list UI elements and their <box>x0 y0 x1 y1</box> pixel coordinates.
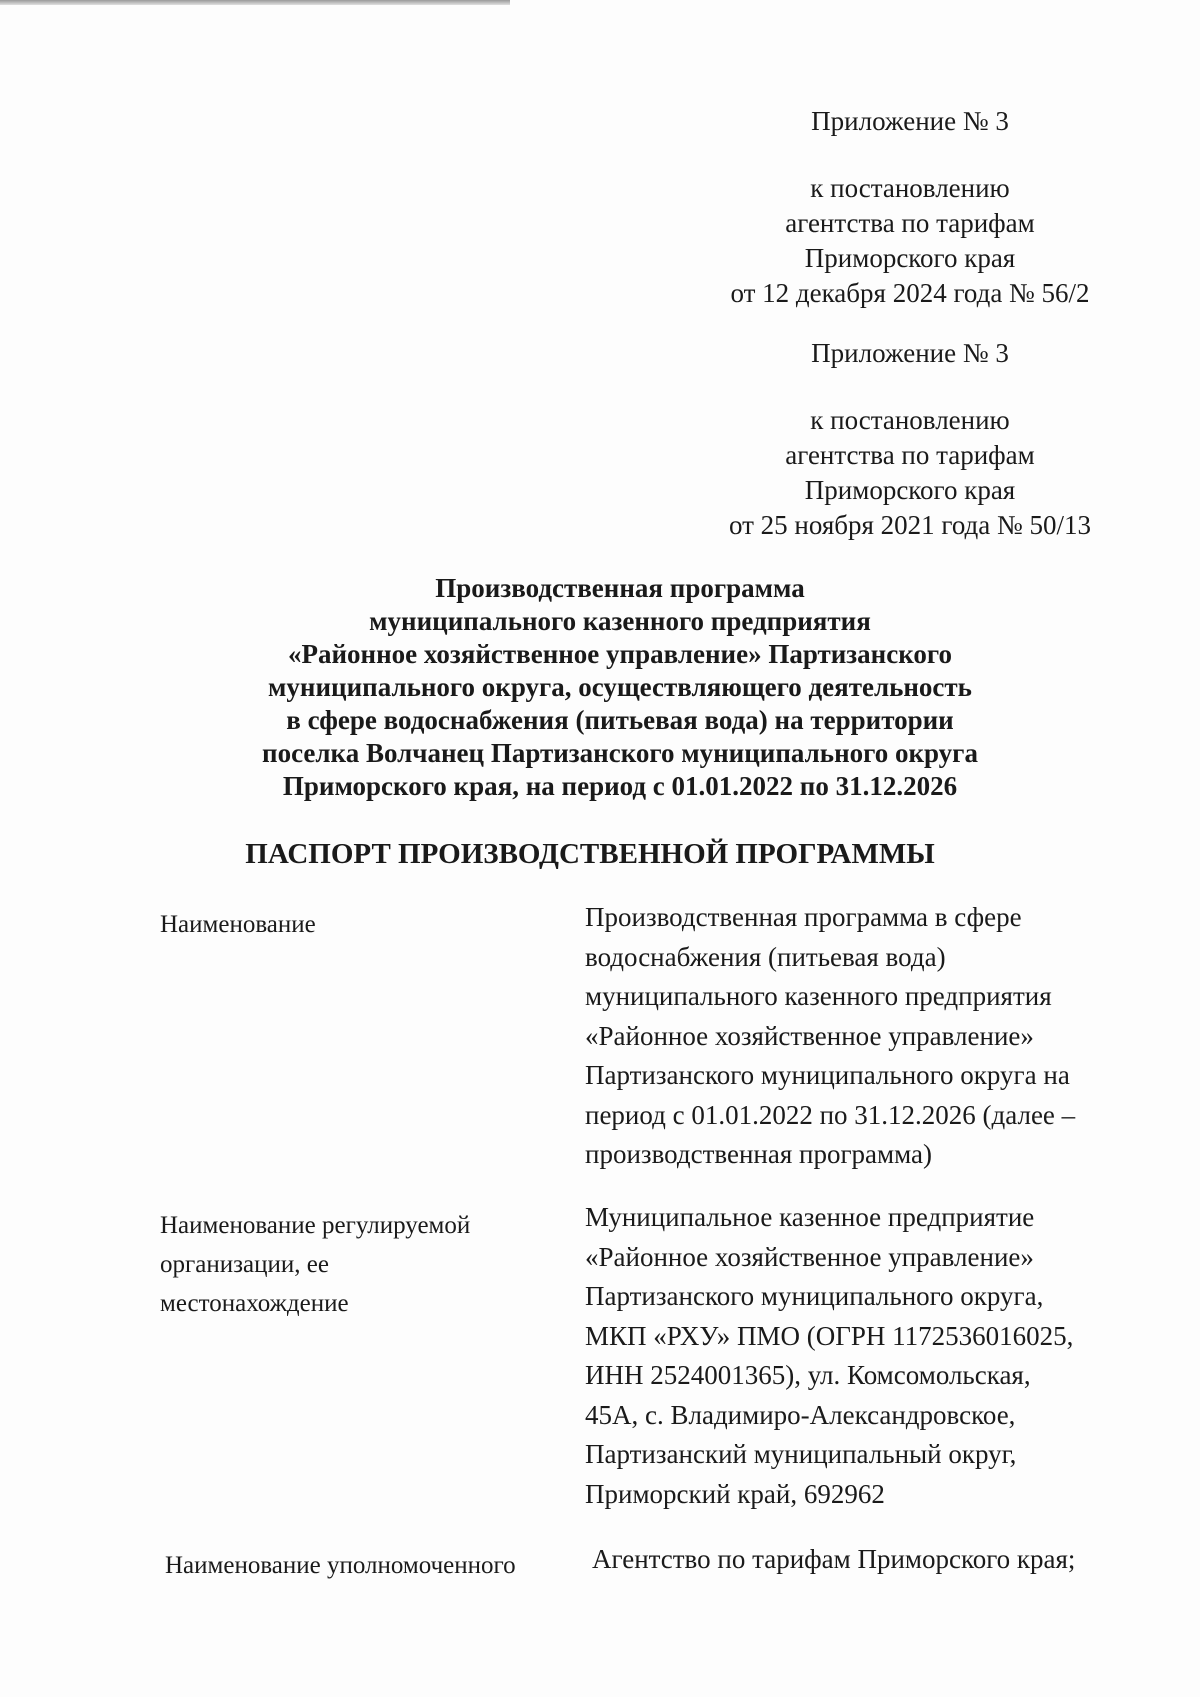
title-line: Приморского края, на период с 01.01.2022 по 31.12.2026 <box>282 771 958 801</box>
value-line: Партизанского муниципального округа, <box>585 1281 1044 1311</box>
title-line: муниципального казенного предприятия <box>369 606 871 636</box>
value-line: ИНН 2524001365), ул. Комсомольская, <box>585 1360 1031 1390</box>
value-line: «Районное хозяйственное управление» <box>585 1241 1034 1272</box>
value-line: период с 01.01.2022 по 31.12.2026 (далее – <box>585 1099 1076 1130</box>
label-line: Наименование уполномоченного <box>165 1552 516 1579</box>
title-line: поселка Волчанец Партизанского муниципального округа <box>262 738 978 768</box>
label-line: Наименование регулируемой <box>160 1212 471 1239</box>
label-line: Наименование <box>160 911 316 938</box>
label-line: местонахождение <box>160 1290 349 1317</box>
appendix-line: к постановлению <box>810 173 1010 203</box>
value-line: «Районное хозяйственное управление» <box>585 1020 1034 1051</box>
appendix-original <box>690 336 1130 543</box>
value-line: 45А, с. Владимиро-Александровское, <box>585 1399 1016 1430</box>
title-line: Производственная программа <box>435 573 805 603</box>
appendix-line: к постановлению <box>810 405 1010 435</box>
appendix-line: от 12 декабря 2024 года № 56/2 <box>730 278 1090 308</box>
value-line: Приморский край, 692962 <box>585 1478 885 1509</box>
appendix-line: от 25 ноября 2021 года № 50/13 <box>728 510 1092 540</box>
value-line: муниципального казенного предприятия <box>585 981 1052 1011</box>
appendix-line: Приморского края <box>804 475 1016 505</box>
appendix-line: агентства по тарифам <box>785 208 1035 238</box>
appendix-heading: Приложение № 3 <box>811 338 1009 368</box>
passport-row-label <box>160 905 580 944</box>
scan-edge-artifact <box>0 0 510 5</box>
title-line: в сфере водоснабжения (питьевая вода) на территории <box>286 705 954 735</box>
value-line: Партизанский муниципальный округ, <box>585 1439 1017 1469</box>
passport-row-value <box>585 898 1125 1175</box>
appendix-current <box>690 104 1130 311</box>
appendix-line: Приморского края <box>804 243 1016 273</box>
title-line: «Районное хозяйственное управление» Партизанского <box>288 639 952 669</box>
passport-row-value <box>592 1540 1132 1580</box>
appendix-heading: Приложение № 3 <box>811 106 1009 136</box>
passport-row-label <box>165 1546 585 1585</box>
passport-heading: ПАСПОРТ ПРОИЗВОДСТВЕННОЙ ПРОГРАММЫ <box>245 838 935 870</box>
value-line: Производственная программа в сфере <box>585 902 1022 932</box>
value-line: Агентство по тарифам Приморского края; <box>592 1544 1076 1574</box>
passport-row-label <box>160 1206 580 1323</box>
value-line: Партизанского муниципального округа на <box>585 1060 1070 1090</box>
appendix-line: агентства по тарифам <box>785 440 1035 470</box>
value-line: водоснабжения (питьевая вода) <box>585 941 946 972</box>
passport-row-value <box>585 1198 1125 1514</box>
label-line: организации, ее <box>160 1251 329 1278</box>
title-line: муниципального округа, осуществляющего деятельность <box>268 672 972 702</box>
value-line: производственная программа) <box>585 1139 932 1169</box>
value-line: Муниципальное казенное предприятие <box>585 1202 1035 1232</box>
document-title <box>160 572 1080 803</box>
value-line: МКП «РХУ» ПМО (ОГРН 1172536016025, <box>585 1320 1074 1351</box>
